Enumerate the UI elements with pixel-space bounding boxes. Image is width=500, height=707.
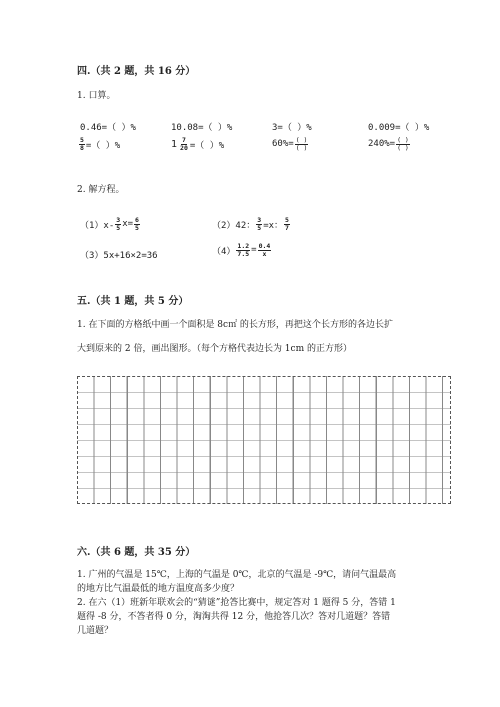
section-5-title: 五.（共 1 题，共 5 分） <box>77 296 189 307</box>
section-4-title: 四.（共 2 题，共 16 分） <box>77 66 196 77</box>
calc-item-8: 240%= $\frac{( )}{( )}$ <box>368 136 409 152</box>
calc-item-2: 10.08=（ ）% <box>171 123 233 133</box>
section-6-line-4: 题得 -8 分，不答者得 0 分，淘淘共得 12 分，他抢答几次？答对几道题？答错 <box>77 612 391 622</box>
calc-item-4: 0.009=（ ）% <box>368 123 430 133</box>
mixed-number: 1 $\frac{7}{20}$ <box>171 136 188 152</box>
grid-paper[interactable] <box>77 376 451 504</box>
section-6-line-5: 几道题？ <box>77 626 114 636</box>
equation-1: （1）x- $\frac{3}{5}$ x= $\frac{6}{5}$ <box>80 216 139 232</box>
calc-item-1: 0.46=（ ）% <box>80 123 136 133</box>
section-5-question-line-1: 1. 在下面的方格纸中画一个面积是 8c㎡ 的长方形，再把这个长方形的各边长扩 <box>77 320 393 330</box>
section-6-title: 六.（共 6 题，共 35 分） <box>77 547 196 558</box>
section-6-line-1: 1. 广州的气温是 15℃，上海的气温是 0℃，北京的气温是 -9℃，请问气温最高 <box>77 570 397 580</box>
question-2-title: 2. 解方程。 <box>77 185 125 195</box>
section-5-question-line-2: 大到原来的 2 倍，画出图形。（每个方格代表边长为 1cm 的正方形） <box>77 344 352 354</box>
section-6-line-3: 2. 在六（1）班新年联欢会的“猜谜”抢答比赛中，规定答对 1 题得 5 分，答错 1 <box>77 598 396 608</box>
blank-fraction: $\frac{( )}{( )}$ <box>295 136 308 152</box>
calc-item-5: $\frac{5}{8}$ =（ ）% <box>80 136 121 152</box>
equation-2: （2）42： $\frac{3}{5}$ =x： $\frac{5}{7}$ <box>212 216 289 232</box>
blank-fraction: $\frac{( )}{( )}$ <box>397 136 409 152</box>
section-6-line-2: 的地方比气温最低的地方温度高多少度？ <box>77 584 240 594</box>
question-1-title: 1. 口算。 <box>77 91 116 101</box>
calc-item-7: 60%= $\frac{( )}{( )}$ <box>272 136 308 152</box>
fraction: $\frac{5}{8}$ <box>80 136 84 152</box>
equation-4: （4） $\frac{1.2}{7.5}$ = $\frac{0.4}{x}$ <box>212 242 271 258</box>
calc-item-3: 3=（ ）% <box>272 123 312 133</box>
calc-item-6: 1 $\frac{7}{20}$ =（ ）% <box>171 136 225 152</box>
equation-3: （3）5x+16×2=36 <box>80 251 158 261</box>
